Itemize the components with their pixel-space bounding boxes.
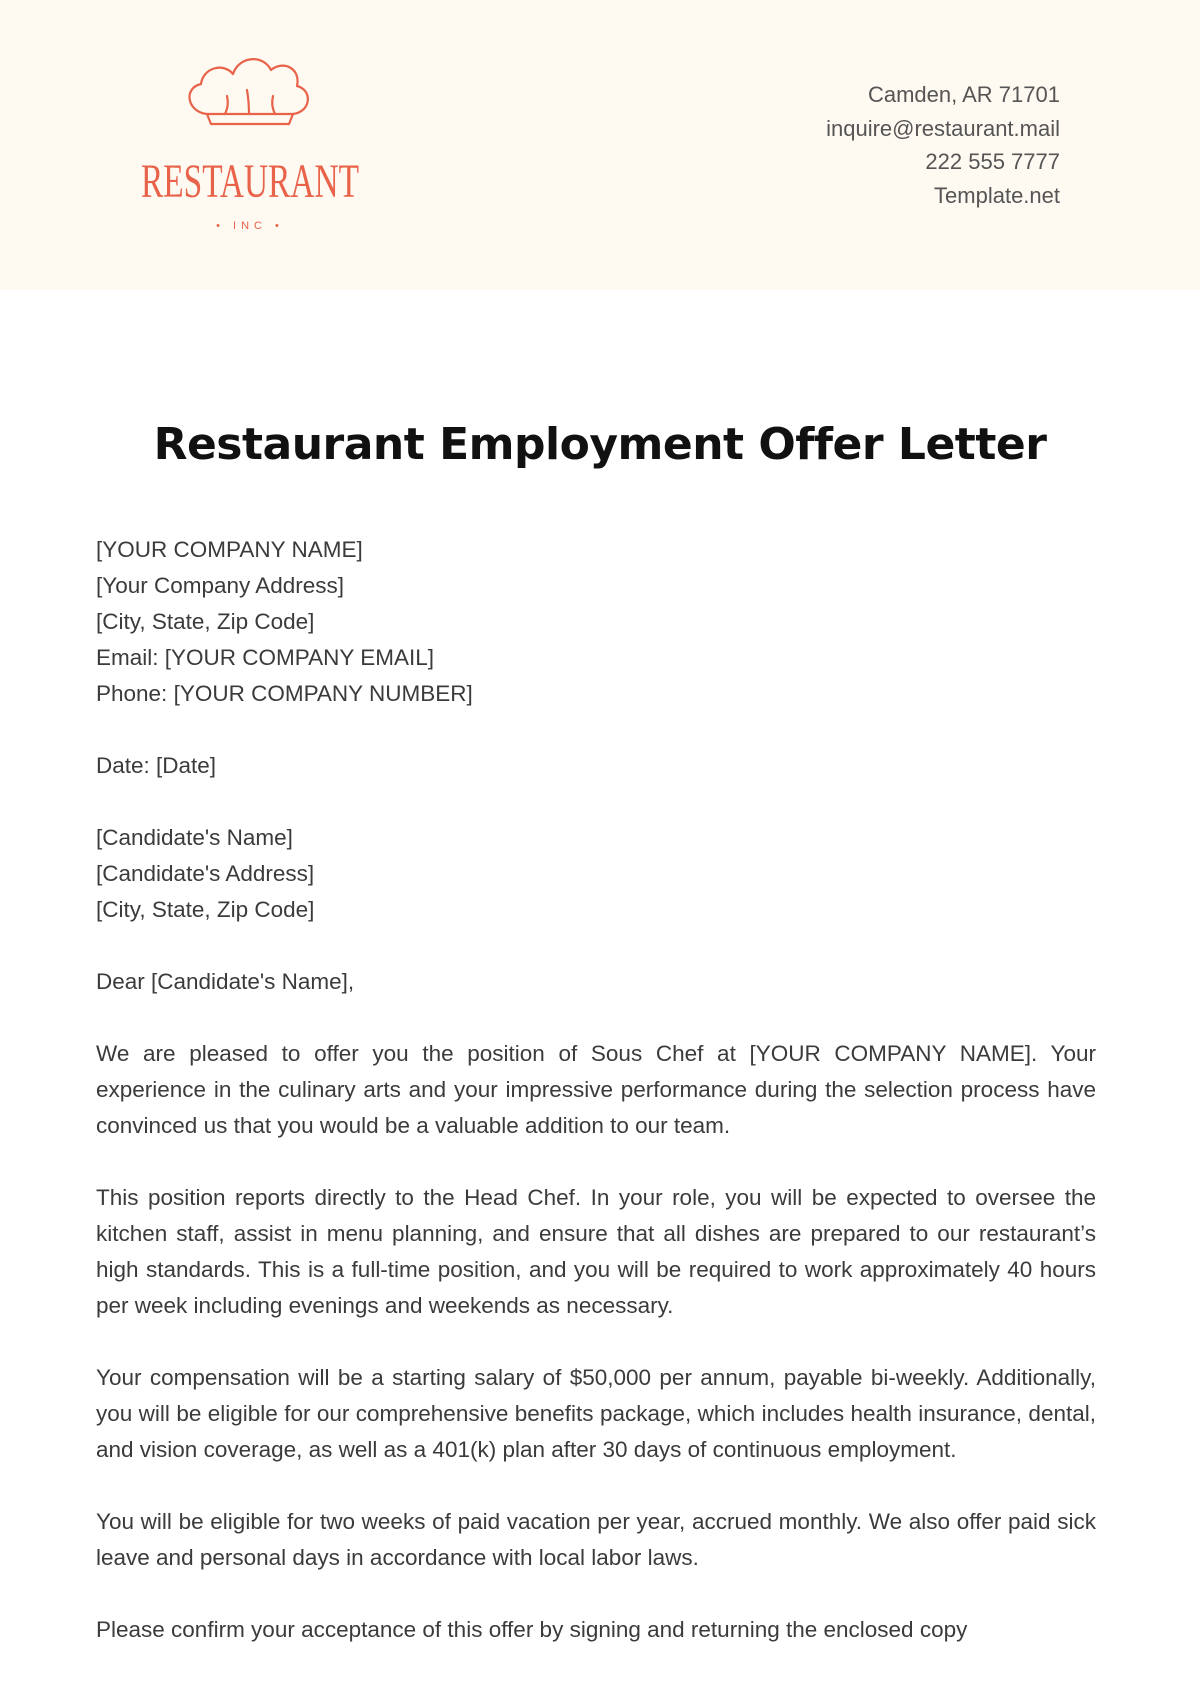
- candidate-city: [City, State, Zip Code]: [96, 897, 315, 922]
- paragraph-offer: We are pleased to offer you the position of Sous Chef at [YOUR COMPANY NAME]. Your experience in the culinary arts and your impressive performance during the selection process have convinced us that you would be a valuable addition to our team.: [96, 1041, 1096, 1138]
- logo-subtext: • INC •: [216, 220, 284, 232]
- company-email: Email: [YOUR COMPANY EMAIL]: [96, 645, 434, 670]
- company-phone: Phone: [YOUR COMPANY NUMBER]: [96, 681, 473, 706]
- salutation: Dear [Candidate's Name],: [96, 969, 355, 994]
- contact-website: Template.net: [934, 182, 1060, 208]
- paragraph-role: This position reports directly to the Head Chef. In your role, you will be expected to oversee the kitchen staff, assist in menu planning, and ensure that all dishes are prepared to our restaurant’s high standards. This is a full-time position, and you will be required to work approximately 40 hours per week including evenings and weekends as necessary.: [96, 1185, 1096, 1318]
- candidate-block: [96, 820, 1096, 928]
- company-address: [Your Company Address]: [96, 573, 345, 598]
- company-city: [City, State, Zip Code]: [96, 609, 315, 634]
- company-name: [YOUR COMPANY NAME]: [96, 537, 363, 562]
- paragraph-compensation: Your compensation will be a starting salary of $50,000 per annum, payable bi-weekly. Additionally, you will be eligible for our comprehensive benefits package, which includes health insurance, dental, and vision coverage, as well as a 401(k) plan after 30 days of continuous employment.: [96, 1365, 1096, 1462]
- candidate-address: [Candidate's Address]: [96, 861, 315, 886]
- document-title: Restaurant Employment Offer Letter: [153, 419, 1047, 470]
- chef-hat-icon: [190, 59, 308, 124]
- company-block: [96, 532, 1096, 712]
- contact-address: Camden, AR 71701: [867, 82, 1060, 107]
- letter-body: [96, 532, 1096, 1648]
- paragraph-vacation: You will be eligible for two weeks of paid vacation per year, accrued monthly. We also offer paid sick leave and personal days in accordance with local labor laws.: [96, 1509, 1096, 1570]
- paragraph-confirmation: Please confirm your acceptance of this offer by signing and returning the enclosed copy: [96, 1617, 968, 1642]
- page-bottom-edge: [0, 1688, 1200, 1701]
- logo-wordmark: RESTAURANT: [141, 155, 359, 208]
- contact-phone: 222 555 7777: [925, 149, 1060, 174]
- contact-email: inquire@restaurant.mail: [826, 115, 1060, 141]
- letterhead: [0, 0, 1200, 290]
- candidate-name: [Candidate's Name]: [96, 825, 293, 850]
- letter-date: Date: [Date]: [96, 753, 217, 778]
- restaurant-logo: [135, 52, 365, 242]
- contact-info: [826, 78, 1060, 212]
